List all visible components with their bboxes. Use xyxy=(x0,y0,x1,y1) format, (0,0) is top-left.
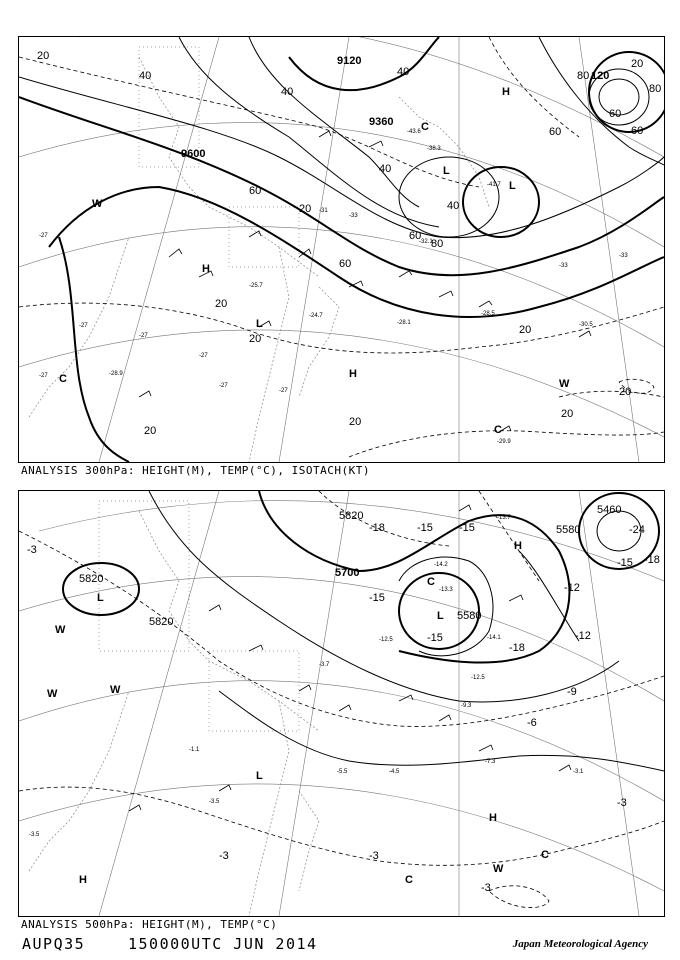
high-center: H xyxy=(514,540,522,552)
lower-chart-caption: ANALYSIS 500hPa: HEIGHT(M), TEMP(°C) xyxy=(21,918,278,931)
height-label: 9360 xyxy=(369,116,394,128)
svg-text:-27: -27 xyxy=(39,373,48,379)
isotherm-label: -12 xyxy=(575,630,591,642)
warm-center: W xyxy=(55,624,66,636)
svg-text:60: 60 xyxy=(339,258,352,270)
height-label: 9120 xyxy=(337,55,362,67)
temp-label: -28.1 xyxy=(397,320,411,326)
coastline xyxy=(29,501,319,916)
isotherm-label: -15 xyxy=(417,522,433,534)
warm-center: W xyxy=(110,684,121,696)
svg-text:40: 40 xyxy=(379,163,392,175)
agency-name: Japan Meteorological Agency xyxy=(512,938,648,950)
low-center: L xyxy=(509,180,516,192)
svg-text:-27: -27 xyxy=(279,388,288,394)
low-center: L xyxy=(97,592,104,604)
svg-text:20: 20 xyxy=(215,298,228,310)
svg-text:-27: -27 xyxy=(199,353,208,359)
height-labels xyxy=(79,504,621,628)
svg-text:-13.3: -13.3 xyxy=(439,587,453,593)
svg-text:60: 60 xyxy=(631,125,644,137)
svg-text:-18: -18 xyxy=(369,522,385,534)
isotach-label: 80 xyxy=(431,238,444,250)
isotach-label: 20 xyxy=(37,50,50,62)
cold-center: C xyxy=(405,874,413,886)
svg-text:-27: -27 xyxy=(139,333,148,339)
cold-center: C xyxy=(421,121,429,133)
valid-time: 150000UTC JUN 2014 xyxy=(128,935,318,953)
temp-label: -38.3 xyxy=(427,146,441,152)
isotherm-label: -9 xyxy=(567,686,577,698)
svg-text:-18: -18 xyxy=(644,554,660,566)
temp-label: -13.7 xyxy=(497,515,511,521)
isotach-label: 60 xyxy=(249,185,262,197)
svg-text:60: 60 xyxy=(409,230,422,242)
svg-text:-27: -27 xyxy=(219,383,228,389)
svg-text:80: 80 xyxy=(577,70,590,82)
svg-text:-27: -27 xyxy=(79,323,88,329)
coastline xyxy=(29,47,489,462)
temp-label: -5.5 xyxy=(337,769,348,775)
svg-text:-3.7: -3.7 xyxy=(319,662,330,668)
low-center: L xyxy=(443,165,450,177)
cold-center: C xyxy=(427,576,435,588)
svg-text:-12.5: -12.5 xyxy=(379,637,393,643)
cold-center: C xyxy=(541,849,549,861)
svg-text:-3: -3 xyxy=(369,850,379,862)
svg-text:80: 80 xyxy=(649,83,662,95)
svg-text:5580: 5580 xyxy=(556,524,581,536)
svg-text:60: 60 xyxy=(609,108,622,120)
chart-code: AUPQ35 xyxy=(22,935,86,953)
lower-chart-map xyxy=(19,491,664,916)
high-center: H xyxy=(202,263,210,275)
warm-center: W xyxy=(47,688,58,700)
svg-text:20: 20 xyxy=(249,333,262,345)
height-label: 9600 xyxy=(181,148,206,160)
height-label: 5460 xyxy=(597,504,622,516)
isotach-lines xyxy=(19,37,664,238)
svg-text:-3: -3 xyxy=(219,850,229,862)
temp-label: -4.5 xyxy=(389,769,400,775)
cold-center: C xyxy=(59,373,67,385)
upper-chart-map xyxy=(19,37,664,462)
lower-chart-panel xyxy=(18,490,665,917)
upper-chart-caption: ANALYSIS 300hPa: HEIGHT(M), TEMP(°C), ISOTACH(KT) xyxy=(21,464,371,477)
svg-text:20: 20 xyxy=(349,416,362,428)
isotherm-lines xyxy=(19,37,664,457)
svg-text:-33: -33 xyxy=(559,263,568,269)
temp-label: -12.5 xyxy=(471,675,485,681)
isotherm-label: -18 xyxy=(509,642,525,654)
temp-label: -30.5 xyxy=(579,322,593,328)
svg-text:40: 40 xyxy=(397,66,410,78)
low-center: L xyxy=(256,318,263,330)
svg-text:-15: -15 xyxy=(459,522,475,534)
wind-barbs xyxy=(139,131,591,432)
height-contours xyxy=(19,37,664,462)
svg-text:20: 20 xyxy=(519,324,532,336)
high-center: H xyxy=(489,812,497,824)
svg-text:20: 20 xyxy=(619,386,632,398)
temp-label: -3.1 xyxy=(573,769,584,775)
temp-label: -7.3 xyxy=(485,759,496,765)
svg-text:20: 20 xyxy=(631,58,644,70)
svg-text:-25.7: -25.7 xyxy=(249,283,263,289)
svg-text:60: 60 xyxy=(549,126,562,138)
height-labels xyxy=(181,55,393,160)
upper-chart-panel xyxy=(18,36,665,463)
wind-barbs xyxy=(129,505,571,811)
temp-label: -27 xyxy=(39,233,48,239)
svg-text:-14.2: -14.2 xyxy=(434,562,448,568)
svg-text:-33: -33 xyxy=(619,253,628,259)
isotherm-label: -3 xyxy=(27,544,37,556)
svg-text:-24.7: -24.7 xyxy=(309,313,323,319)
temp-label: -29.9 xyxy=(497,439,511,445)
temp-label: -32.1 xyxy=(419,239,433,245)
isotherm-label: -6 xyxy=(527,717,537,729)
svg-text:-15: -15 xyxy=(427,632,443,644)
warm-center: W xyxy=(559,378,570,390)
svg-text:-15: -15 xyxy=(369,592,385,604)
low-center: L xyxy=(256,770,263,782)
svg-text:-3: -3 xyxy=(617,797,627,809)
height-label: 5580 xyxy=(457,610,482,622)
cold-center: C xyxy=(494,424,502,436)
svg-text:20: 20 xyxy=(144,425,157,437)
temp-label: -3.5 xyxy=(209,799,220,805)
svg-text:-33: -33 xyxy=(349,213,358,219)
high-center: H xyxy=(502,86,510,98)
graticule xyxy=(19,37,664,462)
temp-label: -43.6 xyxy=(407,129,421,135)
low-center: L xyxy=(437,610,444,622)
svg-text:20: 20 xyxy=(561,408,574,420)
high-center: H xyxy=(79,874,87,886)
temp-label: -28.9 xyxy=(109,371,123,377)
station-temps xyxy=(39,129,628,445)
isotherm-label: -24 xyxy=(629,524,645,536)
temp-label: -9.3 xyxy=(461,703,472,709)
isotach-label: 120 xyxy=(591,70,610,82)
svg-text:-3.5: -3.5 xyxy=(29,832,40,838)
svg-text:-1.1: -1.1 xyxy=(189,747,200,753)
svg-text:5820: 5820 xyxy=(149,616,174,628)
isotherm-lines xyxy=(19,491,664,908)
svg-text:-31: -31 xyxy=(319,208,328,214)
svg-text:20: 20 xyxy=(299,203,312,215)
height-label: 5700 xyxy=(335,567,360,579)
svg-text:5820: 5820 xyxy=(339,510,364,522)
warm-center: W xyxy=(493,863,504,875)
svg-text:40: 40 xyxy=(447,200,460,212)
height-label: 5820 xyxy=(79,573,104,585)
temp-label: -14.1 xyxy=(487,635,501,641)
svg-text:40: 40 xyxy=(281,86,294,98)
svg-text:-12: -12 xyxy=(564,582,580,594)
temp-label: -41.7 xyxy=(487,182,501,188)
svg-text:-15: -15 xyxy=(617,557,633,569)
temp-label: -28.5 xyxy=(481,311,495,317)
high-center: H xyxy=(349,368,357,380)
svg-text:-3: -3 xyxy=(481,882,491,894)
warm-center: W xyxy=(92,198,103,210)
isotach-label: 40 xyxy=(139,70,152,82)
